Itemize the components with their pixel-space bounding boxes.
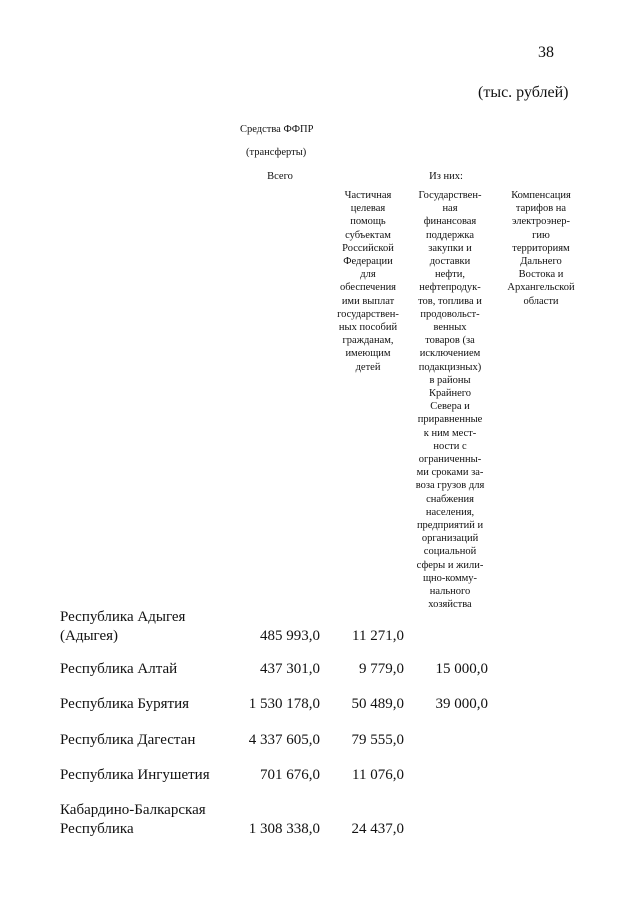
cell-total: 485 993,0 [260,628,320,644]
column-header-total: Всего [267,171,293,182]
column-header-fuel: Государствен- ная финансовая поддержка закупки и доставки нефти, нефтепродук- тов, топлива и продовольст- венных товаров (за исключением подакцизных) в районы Крайнего Севера и приравненные к ним мест- ности с ограниченны- ми сроками за- воза грузов для снабжения населения, предприятий и организаций социальной сферы и жили- щно-комму- нального хозяйства [415,190,485,611]
cell-aid: 9 779,0 [359,661,404,677]
row-label-ingushetia: Республика Ингушетия [60,767,210,783]
cell-total: 4 337 605,0 [248,732,320,748]
cell-aid: 11 271,0 [352,628,404,644]
row-label-adygea: Республика Адыгея (Адыгея) [60,609,186,644]
units-label: (тыс. рублей) [478,84,569,101]
cell-total: 437 301,0 [260,661,320,677]
cell-fuel: 15 000,0 [435,661,488,677]
column-header-energy: Компенсация тарифов на электроэнер- гию территориям Дальнего Востока и Архангельской области [507,190,575,307]
cell-aid: 24 437,0 [351,821,404,837]
cell-total: 1 530 178,0 [248,696,320,712]
of-which-header: Из них: [429,171,463,182]
cell-total: 701 676,0 [260,767,320,783]
row-label-buryatia: Республика Бурятия [60,696,190,712]
row-label-kabardino-balkaria: Кабардино-Балкарская Республика [60,802,206,837]
cell-fuel: 39 000,0 [435,696,488,712]
cell-aid: 11 076,0 [352,767,404,783]
row-label-altai: Республика Алтай [60,661,178,677]
cell-total: 1 308 338,0 [248,821,320,837]
cell-aid: 50 489,0 [351,696,404,712]
group-header-line1: Средства ФФПР [240,124,314,135]
column-header-aid: Частичная целевая помощь субъектам Российской Федерации для обеспечения ими выплат государствен- ных пособий гражданам, имеющим детей [337,190,399,373]
cell-aid: 79 555,0 [351,732,404,748]
page-number: 38 [538,44,554,61]
row-label-dagestan: Республика Дагестан [60,732,196,748]
group-header-line2: (трансферты) [246,147,307,158]
